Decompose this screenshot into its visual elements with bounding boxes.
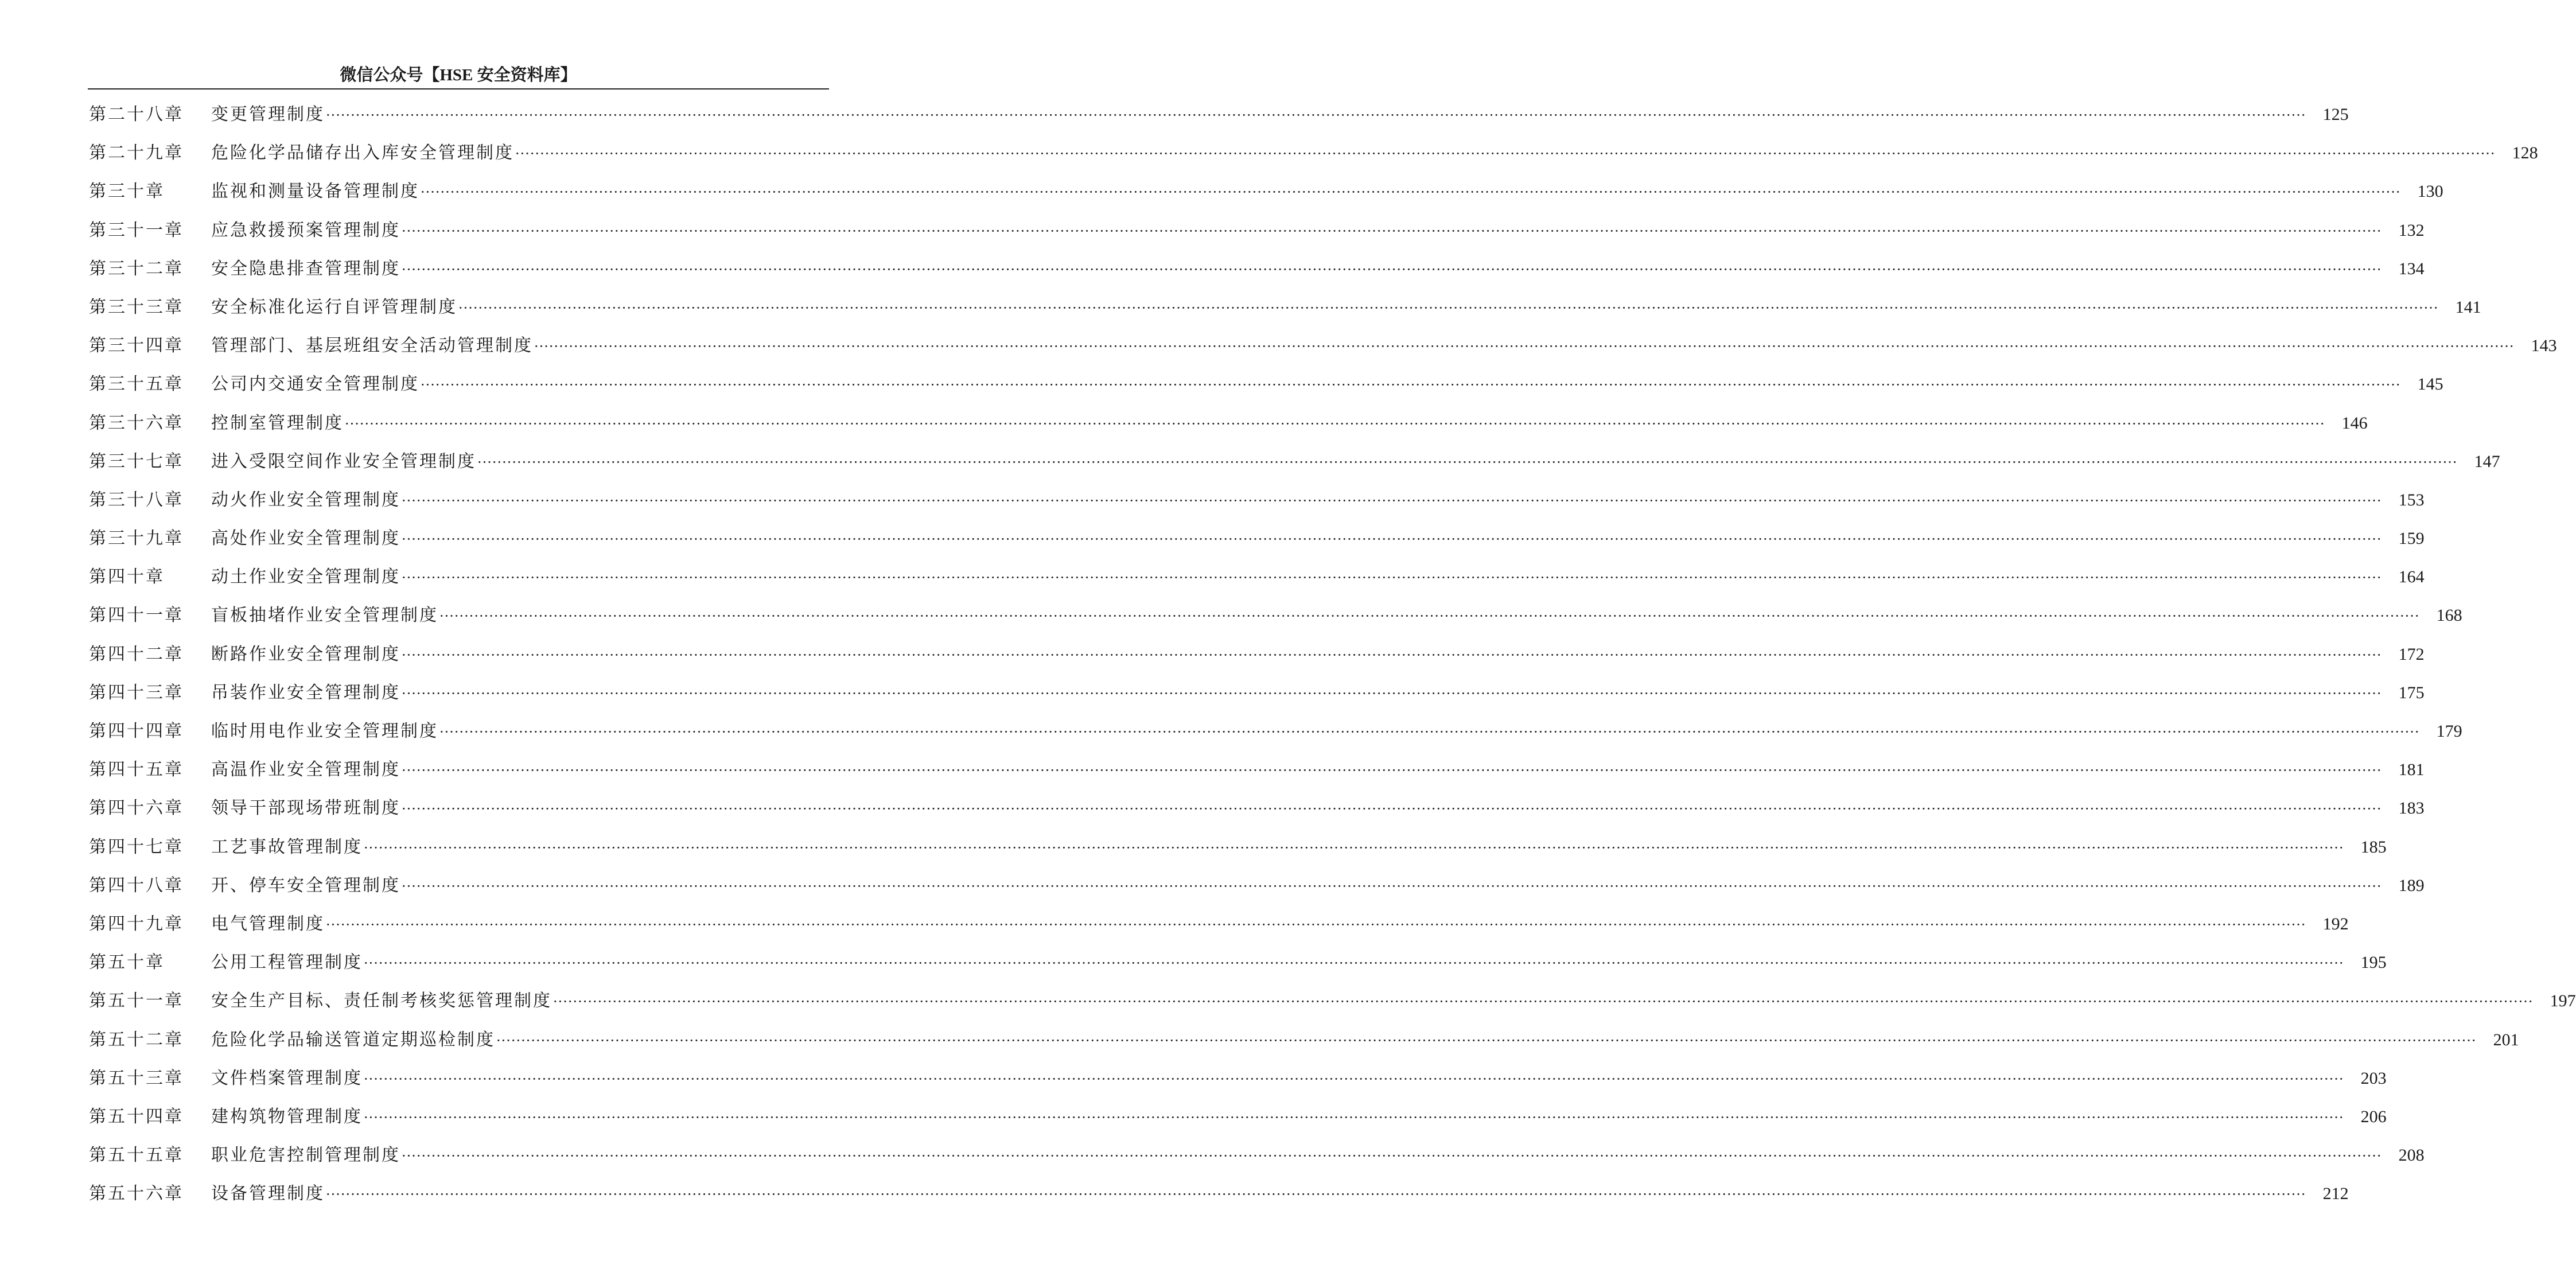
toc-chapter-number: 第三十一章 xyxy=(89,220,184,240)
toc-dot-leader: ················································································································································································································································································································································································································ xyxy=(477,454,2458,470)
toc-dot-leader: ················································································································································································································································································································································································································ xyxy=(364,1071,2344,1087)
toc-dot-leader: ················································································································································································································································································································································································································ xyxy=(534,338,2515,355)
toc-chapter-number: 第五十六章 xyxy=(89,1184,184,1204)
toc-page-number: 206 xyxy=(2360,1107,2387,1126)
toc-chapter-number: 第四十五章 xyxy=(89,760,184,780)
toc-chapter-number: 第五十二章 xyxy=(89,1029,184,1050)
toc-chapter-number: 第三十五章 xyxy=(89,374,184,395)
toc-page-number: 175 xyxy=(2398,683,2425,702)
toc-entry xyxy=(89,288,2481,326)
toc-entry xyxy=(89,404,2368,442)
toc-page-number: 201 xyxy=(2493,1030,2519,1049)
table-of-contents xyxy=(89,95,2576,1213)
toc-chapter-title: 高温作业安全管理制度 xyxy=(211,760,400,780)
page-header-title: 微信公众号【HSE 安全资料库】 xyxy=(340,66,577,84)
toc-entry xyxy=(89,905,2349,943)
toc-chapter-title: 电气管理制度 xyxy=(211,913,325,934)
toc-chapter-title: 职业危害控制管理制度 xyxy=(211,1145,400,1166)
toc-page-number: 189 xyxy=(2398,875,2425,895)
toc-chapter-number: 第二十九章 xyxy=(89,143,184,164)
toc-entry xyxy=(89,95,2349,134)
toc-dot-leader: ················································································································································································································································································································································································································ xyxy=(402,1148,2382,1165)
toc-chapter-title: 危险化学品输送管道定期巡检制度 xyxy=(211,1029,495,1050)
toc-chapter-number: 第三十九章 xyxy=(89,528,184,549)
toc-chapter-number: 第五十一章 xyxy=(89,991,184,1011)
toc-chapter-title: 领导干部现场带班制度 xyxy=(211,798,400,819)
toc-dot-leader: ················································································································································································································································································································································································································ xyxy=(439,608,2420,625)
toc-entry xyxy=(89,326,2557,365)
toc-page-number: 146 xyxy=(2341,413,2368,433)
toc-chapter-title: 动火作业安全管理制度 xyxy=(211,489,400,510)
toc-chapter-number: 第三十章 xyxy=(89,181,165,202)
toc-chapter-number: 第三十七章 xyxy=(89,451,184,472)
toc-entry xyxy=(89,1059,2387,1098)
toc-page-number: 195 xyxy=(2360,953,2387,972)
toc-page-number: 212 xyxy=(2322,1184,2349,1204)
toc-dot-leader: ················································································································································································································································································································································································································ xyxy=(402,762,2382,779)
toc-dot-leader: ················································································································································································································································································································································································································ xyxy=(421,377,2401,394)
toc-chapter-title: 控制室管理制度 xyxy=(211,413,344,433)
toc-dot-leader: ················································································································································································································································································································································································································ xyxy=(402,570,2382,586)
toc-page-number: 172 xyxy=(2398,644,2425,664)
toc-page-number: 168 xyxy=(2436,606,2462,625)
toc-chapter-number: 第四十三章 xyxy=(89,682,184,703)
toc-page-number: 185 xyxy=(2360,837,2387,857)
toc-chapter-number: 第五十三章 xyxy=(89,1068,184,1088)
toc-chapter-number: 第三十六章 xyxy=(89,413,184,433)
toc-chapter-title: 应急救援预案管理制度 xyxy=(211,220,400,240)
toc-chapter-number: 第四十七章 xyxy=(89,836,184,857)
toc-dot-leader: ················································································································································································································································································································································································································ xyxy=(402,531,2382,548)
toc-page-number: 128 xyxy=(2512,143,2538,163)
toc-page-number: 179 xyxy=(2436,722,2462,741)
toc-dot-leader: ················································································································································································································································································································································································································ xyxy=(402,685,2382,702)
toc-entry xyxy=(89,635,2425,674)
toc-entry xyxy=(89,481,2425,519)
toc-page-number: 203 xyxy=(2360,1068,2387,1088)
toc-chapter-number: 第三十八章 xyxy=(89,489,184,510)
toc-chapter-number: 第五十五章 xyxy=(89,1145,184,1166)
toc-entry xyxy=(89,365,2443,403)
toc-chapter-title: 变更管理制度 xyxy=(211,104,325,124)
toc-entry xyxy=(89,558,2425,596)
toc-entry xyxy=(89,674,2425,712)
toc-dot-leader: ················································································································································································································································································································································································································ xyxy=(496,1032,2477,1049)
toc-page-number: 145 xyxy=(2417,375,2443,394)
toc-page-number: 143 xyxy=(2531,336,2557,356)
toc-dot-leader: ················································································································································································································································································································································································································ xyxy=(402,647,2382,663)
toc-chapter-number: 第四十六章 xyxy=(89,798,184,819)
toc-dot-leader: ················································································································································································································································································································································································································ xyxy=(402,223,2382,239)
toc-page-number: 130 xyxy=(2417,182,2443,201)
toc-chapter-title: 公司内交通安全管理制度 xyxy=(211,374,419,395)
toc-chapter-title: 盲板抽堵作业安全管理制度 xyxy=(211,605,438,626)
toc-entry xyxy=(89,211,2425,250)
toc-chapter-title: 吊装作业安全管理制度 xyxy=(211,682,400,703)
toc-chapter-number: 第四十八章 xyxy=(89,875,184,896)
toc-chapter-number: 第四十一章 xyxy=(89,605,184,626)
toc-dot-leader: ················································································································································································································································································································································································································ xyxy=(402,801,2382,818)
toc-dot-leader: ················································································································································································································································································································································································································ xyxy=(364,955,2344,972)
toc-page-number: 141 xyxy=(2455,297,2481,317)
toc-page-number: 164 xyxy=(2398,567,2425,587)
toc-dot-leader: ················································································································································································································································································································································································································ xyxy=(326,1186,2306,1203)
toc-entry xyxy=(89,866,2425,905)
toc-entry xyxy=(89,250,2425,288)
toc-chapter-title: 开、停车安全管理制度 xyxy=(211,875,400,896)
toc-entry xyxy=(89,1021,2519,1059)
toc-chapter-number: 第三十二章 xyxy=(89,258,184,279)
toc-chapter-title: 危险化学品储存出入库安全管理制度 xyxy=(211,143,514,164)
toc-chapter-title: 安全生产目标、责任制考核奖惩管理制度 xyxy=(211,991,552,1011)
toc-entry xyxy=(89,172,2443,211)
toc-entry xyxy=(89,596,2462,635)
toc-entry xyxy=(89,982,2576,1020)
toc-chapter-number: 第四十二章 xyxy=(89,644,184,664)
toc-dot-leader: ················································································································································································································································································································································································································ xyxy=(364,839,2344,856)
toc-page-number: 153 xyxy=(2398,490,2425,509)
toc-dot-leader: ················································································································································································································································································································································································································ xyxy=(515,146,2496,162)
toc-entry xyxy=(89,943,2387,982)
toc-chapter-title: 安全隐患排查管理制度 xyxy=(211,258,400,279)
toc-chapter-title: 设备管理制度 xyxy=(211,1184,325,1204)
toc-dot-leader: ················································································································································································································································································································································································································ xyxy=(402,492,2382,509)
toc-chapter-number: 第五十章 xyxy=(89,952,165,973)
toc-dot-leader: ················································································································································································································································································································································································································ xyxy=(553,994,2534,1010)
toc-entry xyxy=(89,712,2462,750)
toc-chapter-title: 高处作业安全管理制度 xyxy=(211,528,400,549)
toc-chapter-title: 工艺事故管理制度 xyxy=(211,836,363,857)
toc-dot-leader: ················································································································································································································································································································································································································ xyxy=(421,184,2401,201)
toc-dot-leader: ················································································································································································································································································································································································································ xyxy=(326,107,2306,123)
toc-entry xyxy=(89,442,2500,481)
toc-entry xyxy=(89,134,2538,172)
toc-dot-leader: ················································································································································································································································································································································································································ xyxy=(439,724,2420,740)
toc-page-number: 197 xyxy=(2550,991,2576,1011)
header-divider xyxy=(88,88,829,90)
toc-page-number: 147 xyxy=(2474,452,2500,471)
toc-chapter-number: 第五十四章 xyxy=(89,1106,184,1127)
toc-entry xyxy=(89,828,2387,866)
toc-entry xyxy=(89,1098,2387,1136)
toc-page-number: 132 xyxy=(2398,220,2425,240)
toc-entry xyxy=(89,1174,2349,1213)
toc-chapter-title: 监视和测量设备管理制度 xyxy=(211,181,419,202)
toc-page-number: 134 xyxy=(2398,259,2425,278)
toc-chapter-title: 管理部门、基层班组安全活动管理制度 xyxy=(211,336,533,356)
toc-page-number: 192 xyxy=(2322,914,2349,933)
toc-dot-leader: ················································································································································································································································································································································································································ xyxy=(458,299,2439,316)
toc-page-number: 208 xyxy=(2398,1146,2425,1165)
toc-entry xyxy=(89,789,2425,827)
toc-entry xyxy=(89,519,2425,558)
toc-dot-leader: ················································································································································································································································································································································································································ xyxy=(364,1109,2344,1126)
toc-page-number: 125 xyxy=(2322,105,2349,124)
toc-chapter-title: 安全标准化运行自评管理制度 xyxy=(211,297,457,317)
toc-page-number: 181 xyxy=(2398,760,2425,780)
toc-dot-leader: ················································································································································································································································································································································································································ xyxy=(402,261,2382,278)
toc-page-number: 159 xyxy=(2398,529,2425,548)
toc-chapter-title: 进入受限空间作业安全管理制度 xyxy=(211,451,476,472)
toc-entry xyxy=(89,750,2425,789)
toc-chapter-number: 第四十四章 xyxy=(89,721,184,741)
toc-dot-leader: ················································································································································································································································································································································································································ xyxy=(345,415,2325,432)
toc-chapter-title: 动土作业安全管理制度 xyxy=(211,567,400,587)
toc-chapter-title: 文件档案管理制度 xyxy=(211,1068,363,1088)
toc-chapter-number: 第三十三章 xyxy=(89,297,184,317)
toc-dot-leader: ················································································································································································································································································································································································································ xyxy=(402,878,2382,894)
toc-chapter-title: 断路作业安全管理制度 xyxy=(211,644,400,664)
toc-page-number: 183 xyxy=(2398,799,2425,818)
toc-chapter-number: 第四十九章 xyxy=(89,913,184,934)
toc-entry xyxy=(89,1136,2425,1174)
toc-chapter-title: 建构筑物管理制度 xyxy=(211,1106,363,1127)
toc-chapter-number: 第二十八章 xyxy=(89,104,184,124)
toc-chapter-number: 第三十四章 xyxy=(89,336,184,356)
toc-dot-leader: ················································································································································································································································································································································································································ xyxy=(326,916,2306,933)
toc-chapter-number: 第四十章 xyxy=(89,567,165,587)
toc-chapter-title: 临时用电作业安全管理制度 xyxy=(211,721,438,741)
toc-chapter-title: 公用工程管理制度 xyxy=(211,952,363,973)
